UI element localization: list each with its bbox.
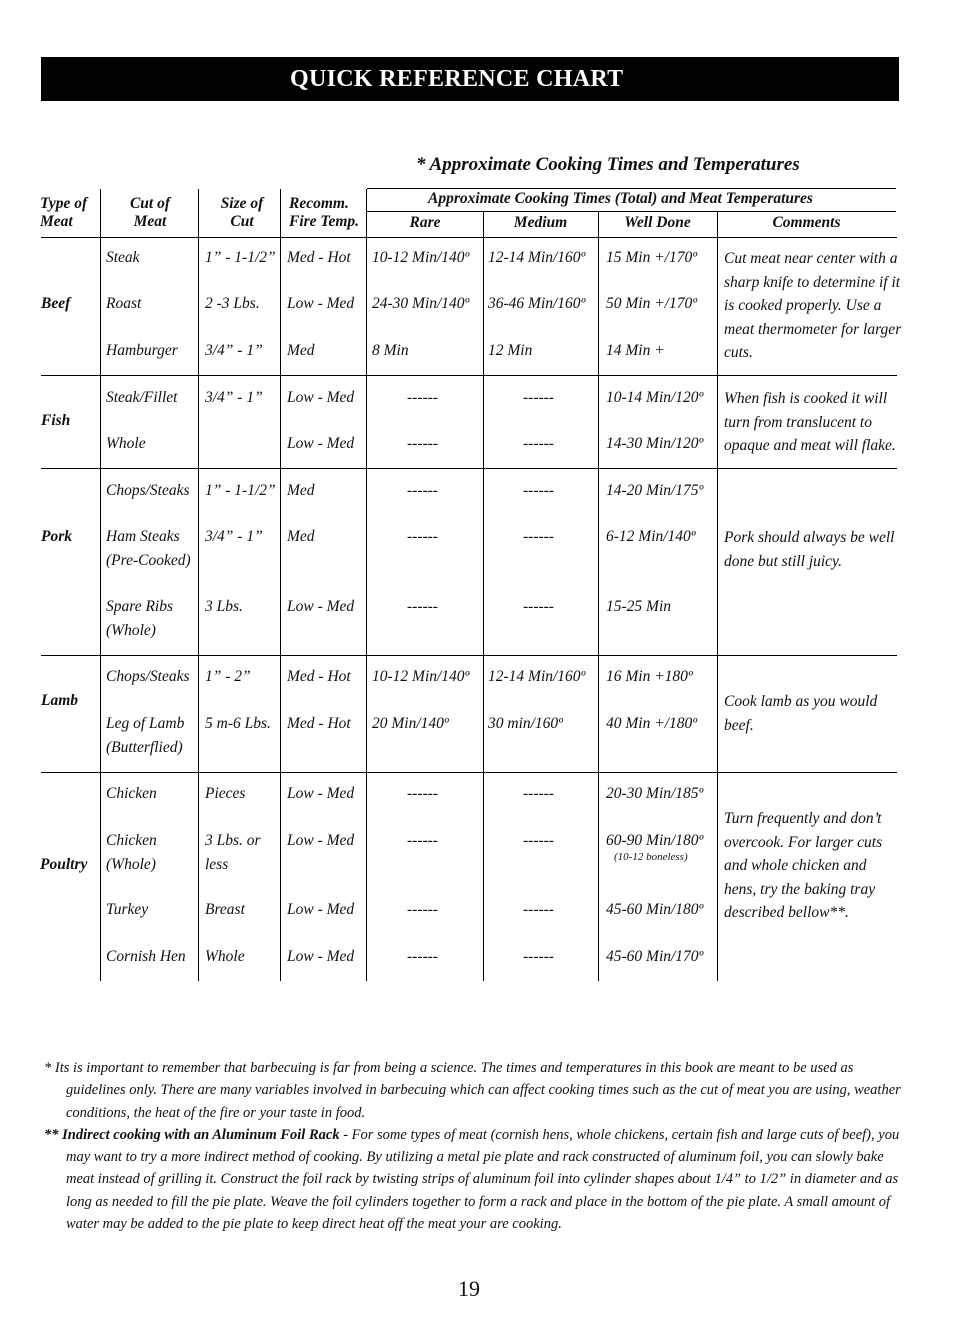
footnote-2 [44,1124,906,1235]
meat-type-beef: Beef [41,295,71,312]
header-type: Type of Meat [40,195,88,230]
page-title: QUICK REFERENCE CHART [290,66,624,92]
header-rare: Rare [409,214,441,231]
boneless-note: (10-12 boneless) [614,851,688,863]
comment-poultry: Turn frequently and don’t overcook. For larger cuts and whole chicken and hens, try the baking tray described bellow**. [724,810,883,921]
meat-type-pork: Pork [41,528,72,545]
header-well-done: Well Done [624,214,691,231]
comment-pork: Pork should always be well done but still juicy. [724,529,895,570]
header-group: Approximate Cooking Times (Total) and Meat Temperatures [428,190,813,207]
meat-type-fish: Fish [41,412,71,429]
header-comments: Comments [772,214,841,231]
footnote-2-heading: ** Indirect cooking with an Aluminum Foil Rack [44,1126,340,1143]
header-cut: Cut of Meat [129,195,171,230]
page-number: 19 [458,1276,480,1301]
comment-beef: Cut meat near center with a sharp knife to determine if it is cooked properly. Use a meat thermometer for larger cuts. [724,250,902,361]
header-medium: Medium [513,214,568,231]
comment-fish: When fish is cooked it will turn from translucent to opaque and meat will flake. [724,390,896,454]
header-fire-temp: Recomm. Fire Temp. [289,195,360,230]
footnotes [44,1057,906,1235]
title-banner [41,57,899,101]
footnote-2-text: - For some types of meat (cornish hens, whole chickens, certain fish and large cuts of beef), you may want to try a more indirect method of cooking. By utilizing a metal pie plate and rack constructed of aluminum foil, you can slowly bake meat instead of grilling it. Construct the foil rack by twisting strips of aluminum foil into cylinder shapes about 1/4” to 1/2” in diameter and as long as needed to fill the pie plate. Weave the foil cylinders together to form a rack and place in the bottom of the pie plate. A small amount of water may be added to the pie plate to keep direct heat off the meat your are cooking. [66,1126,900,1233]
table-subtitle: * Approximate Cooking Times and Temperatures [416,154,800,175]
comment-lamb: Cook lamb as you would beef. [724,693,878,734]
footnote-1: * Its is important to remember that barbecuing is far from being a science. The times and temperatures in this book are meant to be used as guidelines only. There are many variables involved in barbecuing which can affect cooking times such as the cut of meat you are using, weather conditions, the heat of the fire or your taste in food. [44,1060,901,1121]
meat-type-poultry: Poultry [40,856,88,873]
header-size: Size of Cut [220,195,264,230]
meat-type-lamb: Lamb [41,692,79,709]
